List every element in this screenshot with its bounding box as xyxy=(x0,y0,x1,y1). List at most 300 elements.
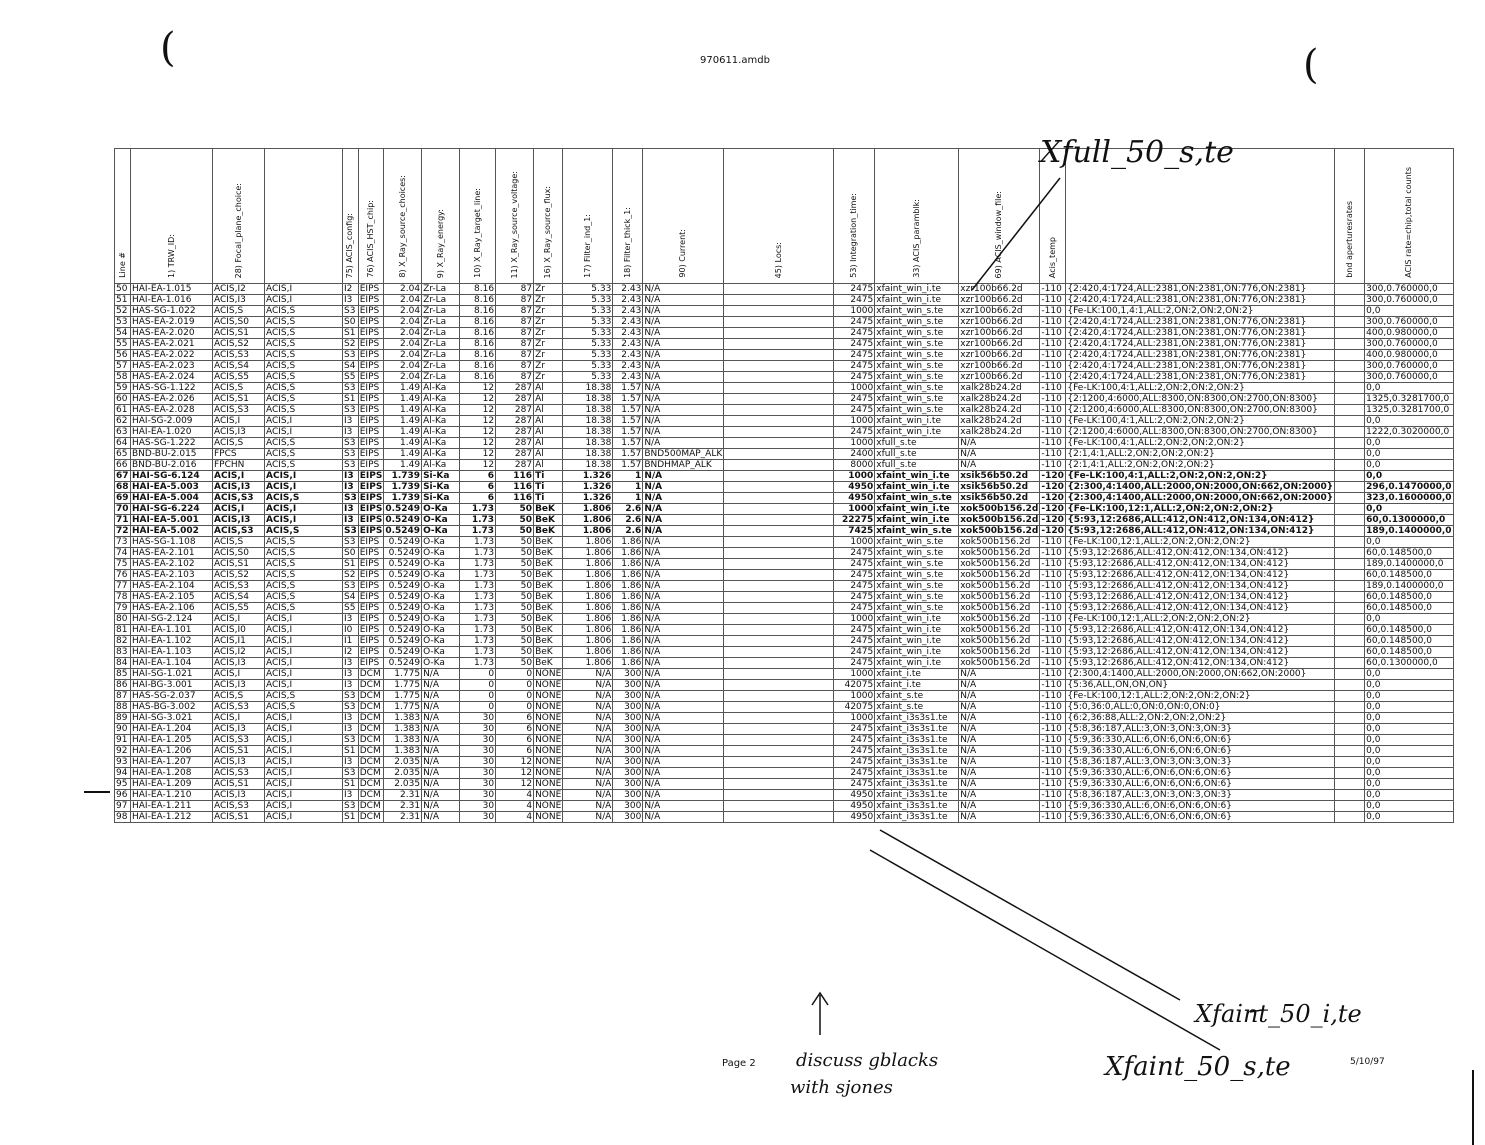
table-cell: BeK xyxy=(534,625,563,636)
table-cell: 2.43 xyxy=(613,350,643,361)
table-cell: 0 xyxy=(496,691,534,702)
table-cell: N/A xyxy=(643,658,724,669)
table-cell: HAS-EA-2.024 xyxy=(131,372,213,383)
table-cell: ACIS,I3 xyxy=(213,482,265,493)
table-cell: EIPS xyxy=(359,493,383,503)
table-cell: 1.86 xyxy=(613,592,643,603)
table-cell: -110 xyxy=(1040,350,1066,361)
table-cell: 1.775 xyxy=(384,691,422,702)
table-cell: 2475 xyxy=(834,636,875,647)
table-cell: 0,0 xyxy=(1365,306,1453,317)
table-cell: xzr100b66.2d xyxy=(959,350,1040,361)
table-cell: ACIS,S xyxy=(265,317,343,328)
table-cell: 87 xyxy=(496,361,534,372)
table-cell: 2.43 xyxy=(613,295,643,306)
table-cell: 300,0.760000,0 xyxy=(1365,372,1453,383)
table-cell: 1.806 xyxy=(563,570,613,581)
table-cell: 2475 xyxy=(834,405,875,416)
table-cell: 1.73 xyxy=(460,504,496,515)
table-cell: HAI-EA-5.004 xyxy=(131,493,213,504)
table-cell: 0,0 xyxy=(1365,702,1453,713)
table-cell: 1.383 xyxy=(384,746,422,757)
table-cell: EIPS xyxy=(358,350,384,361)
table-cell: -110 xyxy=(1040,416,1066,427)
table-cell: 87 xyxy=(496,295,534,306)
table-cell: Ti xyxy=(534,471,563,482)
table-cell: Zr xyxy=(534,372,563,383)
table-cell: S3 xyxy=(343,383,359,394)
table-cell: N/A xyxy=(422,724,460,735)
table-cell: xsik56b50.2d xyxy=(959,471,1040,482)
table-cell: 30 xyxy=(460,790,496,801)
table-cell: xfaint_win_s.te xyxy=(875,570,959,581)
table-cell: 8.16 xyxy=(460,339,496,350)
table-cell: -110 xyxy=(1040,427,1066,438)
table-cell: O-Ka xyxy=(422,570,460,581)
table-cell: S1 xyxy=(343,779,359,790)
table-cell: {2:420,4:1724,ALL:2381,ON:2381,ON:776,ON:2381} xyxy=(1066,284,1335,295)
table-cell: 57 xyxy=(115,361,131,372)
table-cell: 50 xyxy=(496,559,534,570)
table-cell: ACIS,S xyxy=(265,306,343,317)
table-cell: 1.86 xyxy=(613,548,643,559)
table-cell: 4 xyxy=(496,790,534,801)
table-cell: 0,0 xyxy=(1365,449,1453,460)
table-cell: Al xyxy=(534,438,563,449)
table-cell: S2 xyxy=(343,339,359,350)
table-cell: 1 xyxy=(613,482,643,493)
table-cell: {5:93,12:2686,ALL:412,ON:412,ON:134,ON:412} xyxy=(1066,636,1335,647)
table-cell: xfaint_win_s.te xyxy=(875,603,959,614)
table-cell: S3 xyxy=(343,691,359,702)
table-cell: 81 xyxy=(115,625,131,636)
table-cell: ACIS,S xyxy=(265,691,343,702)
column-header-label: bnd aperturesrates xyxy=(1344,201,1354,278)
table-cell: ACIS,I xyxy=(213,713,265,724)
table-cell: -110 xyxy=(1040,317,1066,328)
table-cell: ACIS,I3 xyxy=(213,724,265,735)
table-cell: N/A xyxy=(643,768,724,779)
table-cell: 2475 xyxy=(834,724,875,735)
table-cell: S1 xyxy=(343,746,359,757)
table-cell: ACIS,S2 xyxy=(213,339,265,350)
table-cell: HAI-EA-1.211 xyxy=(131,801,213,812)
table-cell: {5:9,36:330,ALL:6,ON:6,ON:6,ON:6} xyxy=(1066,735,1335,746)
table-cell: 88 xyxy=(115,702,131,713)
table-cell: S3 xyxy=(343,306,359,317)
table-cell: EIPS xyxy=(358,537,384,548)
table-cell: xfaint_win_i.te xyxy=(875,482,959,493)
table-cell: N/A xyxy=(643,614,724,625)
table-cell: EIPS xyxy=(358,658,384,669)
table-cell: 30 xyxy=(460,746,496,757)
table-cell: S1 xyxy=(343,812,359,823)
table-cell: BeK xyxy=(534,647,563,658)
table-cell: 116 xyxy=(496,493,534,504)
table-cell: N/A xyxy=(563,713,613,724)
table-cell: ACIS,S xyxy=(265,328,343,339)
table-cell: N/A xyxy=(563,790,613,801)
table-cell: 1000 xyxy=(834,504,875,515)
table-cell: ACIS,S3 xyxy=(213,768,265,779)
table-cell: 68 xyxy=(116,482,129,492)
table-cell: EIPS xyxy=(358,427,384,438)
table-cell: xfaint_win_i.te xyxy=(875,504,959,515)
table-cell: {5:93,12:2686,ALL:412,ON:412,ON:134,ON:412} xyxy=(1066,570,1335,581)
table-cell: 1.806 xyxy=(563,526,613,537)
table-cell: 8.16 xyxy=(460,350,496,361)
table-cell: ACIS,S xyxy=(213,537,265,548)
table-cell: 1.806 xyxy=(563,581,613,592)
column-header-label: 17) Filter_ind_1: xyxy=(582,214,592,278)
table-cell: N/A xyxy=(643,713,724,724)
table-cell: N/A xyxy=(959,735,1040,746)
table-cell: ACIS,S4 xyxy=(213,592,265,603)
table-cell: HAI-EA-5.002 xyxy=(131,526,213,537)
table-cell: 83 xyxy=(115,647,131,658)
table-cell: EIPS xyxy=(358,317,384,328)
table-cell: xok500b156.2d xyxy=(959,625,1040,636)
table-cell: 300 xyxy=(613,757,643,768)
table-cell: 87 xyxy=(496,328,534,339)
table-cell: 1325,0.3281700,0 xyxy=(1365,405,1453,416)
table-cell: {5:93,12:2686,ALL:412,ON:412,ON:134,ON:412} xyxy=(1066,526,1335,537)
table-cell: 74 xyxy=(115,548,131,559)
table-cell: ACIS,I0 xyxy=(213,625,265,636)
table-cell: I3 xyxy=(343,482,359,493)
table-cell: 0,0 xyxy=(1365,416,1453,427)
table-cell: EIPS xyxy=(358,306,384,317)
table-cell: -110 xyxy=(1040,592,1066,603)
table-cell: ACIS,S3 xyxy=(213,581,265,592)
table-cell: N/A xyxy=(959,669,1040,680)
table-cell: 1.73 xyxy=(460,570,496,581)
table-cell: 2475 xyxy=(834,603,875,614)
table-cell: 18.38 xyxy=(563,460,613,471)
table-cell: 189,0.1400000,0 xyxy=(1365,559,1453,570)
table-cell: O-Ka xyxy=(422,603,460,614)
table-cell: {Fe-LK:100,12:1,ALL:2,ON:2,ON:2,ON:2} xyxy=(1066,614,1335,625)
table-cell: HAI-SG-3.021 xyxy=(131,713,213,724)
table-cell: 30 xyxy=(460,768,496,779)
table-cell: HAI-EA-1.212 xyxy=(131,812,213,823)
table-cell: xfaint_win_s.te xyxy=(875,537,959,548)
table-cell: ACIS,I xyxy=(265,812,343,823)
table-cell: 300,0.760000,0 xyxy=(1365,295,1453,306)
table-cell: 30 xyxy=(460,757,496,768)
table-cell: N/A xyxy=(959,812,1040,823)
table-cell: HAS-EA-2.028 xyxy=(131,405,213,416)
table-cell: 12 xyxy=(460,416,496,427)
table-cell: EIPS xyxy=(358,438,384,449)
table-cell: N/A xyxy=(643,504,724,515)
table-cell: 2475 xyxy=(834,350,875,361)
table-cell: Al-Ka xyxy=(422,383,460,394)
table-cell: 8.16 xyxy=(460,317,496,328)
table-cell: xfaint_win_s.te xyxy=(875,372,959,383)
table-cell: HAS-EA-2.019 xyxy=(131,317,213,328)
table-cell: 8.16 xyxy=(460,328,496,339)
table-cell: BNDHMAP_ALK xyxy=(643,460,724,471)
table-cell: 300,0.760000,0 xyxy=(1365,317,1453,328)
table-cell: 71 xyxy=(116,515,129,525)
table-cell: N/A xyxy=(422,713,460,724)
table-cell: HAI-SG-6.124 xyxy=(131,471,213,482)
table-cell: ACIS,S xyxy=(265,702,343,713)
table-cell: xfull_s.te xyxy=(875,449,959,460)
table-cell: 300 xyxy=(613,691,643,702)
table-cell: I3 xyxy=(343,504,359,515)
table-cell: 60,0.148500,0 xyxy=(1365,647,1453,658)
table-cell: S3 xyxy=(343,735,359,746)
table-cell: DCM xyxy=(358,713,384,724)
table-cell: 323,0.1600000,0 xyxy=(1366,493,1452,503)
table-cell: -110 xyxy=(1040,372,1066,383)
table-cell: 0,0 xyxy=(1365,746,1453,757)
table-cell: xfaint_i3s3s1.te xyxy=(875,746,959,757)
table-cell: 60,0.148500,0 xyxy=(1365,592,1453,603)
table-cell: 73 xyxy=(115,537,131,548)
table-cell: 1.57 xyxy=(613,416,643,427)
table-cell: 82 xyxy=(115,636,131,647)
column-header-label: 18) Filter_thick_1: xyxy=(622,207,632,278)
table-cell: ACIS,I xyxy=(265,680,343,691)
table-cell: ACIS,I3 xyxy=(213,427,265,438)
table-cell: O-Ka xyxy=(422,592,460,603)
table-cell: 2475 xyxy=(834,779,875,790)
table-cell: BeK xyxy=(534,603,563,614)
table-cell: 2475 xyxy=(834,570,875,581)
table-cell: ACIS,S5 xyxy=(213,603,265,614)
table-cell: xzr100b66.2d xyxy=(959,295,1040,306)
table-cell: ACIS,I xyxy=(265,801,343,812)
table-cell: 1000 xyxy=(834,537,875,548)
table-cell: N/A xyxy=(643,317,724,328)
table-cell: BND-BU-2.016 xyxy=(131,460,213,471)
table-cell: {5:8,36:187,ALL:3,ON:3,ON:3,ON:3} xyxy=(1066,790,1335,801)
table-cell: ACIS,I xyxy=(265,658,343,669)
table-cell: ACIS,I xyxy=(265,757,343,768)
table-cell: I0 xyxy=(343,625,359,636)
table-cell: 1.86 xyxy=(613,636,643,647)
table-cell: 30 xyxy=(460,724,496,735)
table-cell: ACIS,S3 xyxy=(213,350,265,361)
table-cell: ACIS,I xyxy=(265,284,343,295)
table-cell: 4950 xyxy=(834,801,875,812)
table-cell: xalk28b24.2d xyxy=(959,383,1040,394)
table-cell: 50 xyxy=(496,625,534,636)
table-cell: -110 xyxy=(1040,779,1066,790)
table-cell: EIPS xyxy=(358,581,384,592)
table-cell: 1.806 xyxy=(563,504,613,515)
table-cell: xfaint_s.te xyxy=(875,702,959,713)
table-cell: 87 xyxy=(496,350,534,361)
table-cell: xfaint_win_s.te xyxy=(875,328,959,339)
table-cell: {5:8,36:187,ALL:3,ON:3,ON:3,ON:3} xyxy=(1066,724,1335,735)
table-cell: DCM xyxy=(358,790,384,801)
table-cell: 2.6 xyxy=(613,504,643,515)
table-cell: xfaint_i3s3s1.te xyxy=(875,713,959,724)
table-cell: -110 xyxy=(1040,306,1066,317)
table-cell: HAS-EA-2.105 xyxy=(131,592,213,603)
table-cell: ACIS,S1 xyxy=(213,779,265,790)
table-cell: 80 xyxy=(115,614,131,625)
table-cell: 2.43 xyxy=(613,306,643,317)
table-cell: 4950 xyxy=(834,493,875,504)
table-cell: 2.04 xyxy=(384,328,422,339)
table-cell: -110 xyxy=(1040,713,1066,724)
table-cell: xfaint_i.te xyxy=(875,680,959,691)
table-cell: ACIS,S xyxy=(265,394,343,405)
table-cell: I3 xyxy=(343,713,359,724)
table-cell: xfull_s.te xyxy=(875,460,959,471)
table-cell: ACIS,S2 xyxy=(213,570,265,581)
table-cell: xok500b156.2d xyxy=(959,581,1040,592)
table-cell: 50 xyxy=(496,592,534,603)
table-cell: N/A xyxy=(563,779,613,790)
table-cell: N/A xyxy=(422,702,460,713)
table-cell: ACIS,S xyxy=(265,581,343,592)
table-cell: 1.806 xyxy=(563,537,613,548)
table-cell: 400,0.980000,0 xyxy=(1365,350,1453,361)
table-cell: N/A xyxy=(959,449,1040,460)
table-cell: 5.33 xyxy=(563,350,613,361)
table-cell: -120 xyxy=(1041,482,1064,492)
table-cell: NONE xyxy=(535,680,562,690)
table-cell: I3 xyxy=(343,515,359,526)
table-cell: 65 xyxy=(115,449,131,460)
table-cell: N/A xyxy=(959,790,1040,801)
table-cell: O-Ka xyxy=(422,658,460,669)
table-cell: xfaint_win_s.te xyxy=(875,306,959,317)
table-cell: 1.73 xyxy=(460,636,496,647)
table-cell: S3 xyxy=(344,493,357,503)
table-cell: 5.33 xyxy=(563,339,613,350)
table-cell: 96 xyxy=(115,790,131,801)
table-cell: S3 xyxy=(343,581,359,592)
table-cell: N/A xyxy=(959,702,1040,713)
table-cell: {2:1,4:1,ALL:2,ON:2,ON:2,ON:2} xyxy=(1066,449,1335,460)
table-cell: 2475 xyxy=(834,647,875,658)
column-header-label: 76) ACIS_HST_chip: xyxy=(366,200,376,278)
table-cell: Si-Ka xyxy=(422,482,460,493)
table-cell: 7425 xyxy=(834,526,875,537)
table-cell: ACIS,S xyxy=(265,383,343,394)
table-cell: 2.04 xyxy=(384,284,422,295)
table-cell: 4 xyxy=(496,812,534,823)
table-cell: N/A xyxy=(563,812,613,823)
table-cell: 8.16 xyxy=(460,306,496,317)
table-cell: BeK xyxy=(534,515,563,526)
table-cell: 2.04 xyxy=(384,306,422,317)
table-cell: -120 xyxy=(1041,471,1064,481)
table-cell: Al-Ka xyxy=(422,427,460,438)
table-cell: Al xyxy=(534,416,563,427)
table-cell: 90 xyxy=(115,724,131,735)
table-cell: 300 xyxy=(613,669,643,680)
table-cell: 2475 xyxy=(834,757,875,768)
table-cell: 60 xyxy=(115,394,131,405)
table-cell: 2475 xyxy=(834,284,875,295)
table-cell: 1.49 xyxy=(384,460,422,471)
table-cell: S5 xyxy=(343,372,359,383)
table-cell: 4 xyxy=(496,801,534,812)
column-header-label: 1) TRW_ID: xyxy=(166,234,176,278)
table-cell: {Fe-LK:100,4:1,ALL:2,ON:2,ON:2,ON:2} xyxy=(1066,383,1335,394)
table-cell: ACIS,S xyxy=(265,559,343,570)
table-cell: 116 xyxy=(496,471,534,482)
table-cell: 50 xyxy=(496,526,534,537)
table-cell: ACIS,S4 xyxy=(213,361,265,372)
table-cell: 2.04 xyxy=(384,295,422,306)
left-parenthesis-mark: ( xyxy=(160,25,176,71)
table-cell: 0 xyxy=(496,702,534,713)
table-cell: N/A xyxy=(643,735,724,746)
table-cell: xfaint_win_i.te xyxy=(875,471,959,482)
table-cell: xfaint_i3s3s1.te xyxy=(875,801,959,812)
table-cell: N/A xyxy=(959,801,1040,812)
table-cell: 50 xyxy=(496,647,534,658)
table-cell: Al-Ka xyxy=(422,438,460,449)
table-cell: 0 xyxy=(460,669,496,680)
handwritten-note-discuss-2: with sjones xyxy=(790,1077,893,1098)
table-cell: I3 xyxy=(343,669,359,680)
table-cell: N/A xyxy=(643,548,724,559)
table-cell: 0 xyxy=(496,680,534,691)
table-cell: 6 xyxy=(460,493,496,504)
table-cell: Zr xyxy=(534,295,563,306)
table-cell: HAS-EA-2.101 xyxy=(131,548,213,559)
table-cell: ACIS,I1 xyxy=(213,636,265,647)
table-cell: -110 xyxy=(1040,746,1066,757)
table-cell: 42075 xyxy=(834,680,875,691)
table-cell: N/A xyxy=(422,801,460,812)
table-cell: ACIS,I xyxy=(265,614,343,625)
table-cell: 1.806 xyxy=(563,614,613,625)
table-cell: 0,0 xyxy=(1365,801,1453,812)
table-cell: N/A xyxy=(643,537,724,548)
table-cell: 1.86 xyxy=(613,570,643,581)
table-cell: 0.5249 xyxy=(384,548,422,559)
table-cell: {5:93,12:2686,ALL:412,ON:412,ON:134,ON:412} xyxy=(1066,647,1335,658)
table-cell: Al xyxy=(534,394,563,405)
table-cell: {5:8,36:187,ALL:3,ON:3,ON:3,ON:3} xyxy=(1066,757,1335,768)
table-cell: xzr100b66.2d xyxy=(959,284,1040,295)
table-cell: NONE xyxy=(535,812,562,822)
table-cell: 300,0.760000,0 xyxy=(1365,339,1453,350)
table-cell: Zr xyxy=(534,306,563,317)
table-cell: O-Ka xyxy=(422,581,460,592)
table-cell: O-Ka xyxy=(422,526,460,537)
table-cell: N/A xyxy=(643,680,724,691)
table-cell: EIPS xyxy=(358,570,384,581)
table-cell: -120 xyxy=(1041,504,1064,514)
table-cell: -110 xyxy=(1040,614,1066,625)
table-cell: xfaint_win_s.te xyxy=(875,592,959,603)
table-cell: 6 xyxy=(496,724,534,735)
table-cell: BeK xyxy=(534,559,563,570)
table-cell: S3 xyxy=(343,702,359,713)
table-cell: 8.16 xyxy=(460,361,496,372)
table-cell: {2:420,4:1724,ALL:2381,ON:2381,ON:776,ON:2381} xyxy=(1066,361,1335,372)
table-cell: {2:300,4:1400,ALL:2000,ON:2000,ON:662,ON:2000} xyxy=(1066,669,1335,680)
table-cell: -110 xyxy=(1040,339,1066,350)
table-cell: -110 xyxy=(1040,757,1066,768)
table-cell: 8.16 xyxy=(460,372,496,383)
table-cell: xok500b156.2d xyxy=(959,592,1040,603)
table-cell: N/A xyxy=(563,702,613,713)
table-cell: xzr100b66.2d xyxy=(959,306,1040,317)
